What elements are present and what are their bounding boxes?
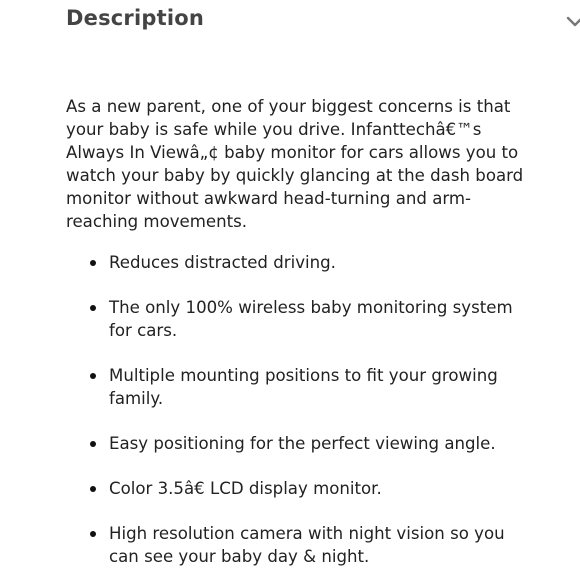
description-intro: As a new parent, one of your biggest concerns is that your baby is safe while you drive. Infanttechâ€™s Always In Viewâ„¢ baby monitor for cars allows you to watch your baby by quickly glancing at the dash board monitor without awkward head-turning and arm-reaching movements. [66, 97, 524, 231]
section-title: Description [66, 6, 205, 30]
feature-list [66, 251, 526, 580]
bullet-icon [90, 486, 96, 492]
bullet-icon [90, 305, 96, 311]
list-item-text: Multiple mounting positions to fit your growing family. [109, 366, 498, 408]
list-item-text: The only 100% wireless baby monitoring system for cars. [109, 298, 513, 340]
list-item-text: High resolution camera with night vision so you can see your baby day & night. [109, 524, 505, 566]
list-item-text: Reduces distracted driving. [109, 253, 336, 272]
list-item-text: Easy positioning for the perfect viewing angle. [109, 434, 496, 453]
chevron-down-icon[interactable] [566, 16, 580, 28]
list-item-text: Color 3.5â€ LCD display monitor. [109, 479, 382, 498]
description-header[interactable] [66, 6, 520, 36]
bullet-icon [90, 373, 96, 379]
list-item [66, 251, 526, 274]
list-item [66, 522, 526, 568]
list-item [66, 477, 526, 500]
bullet-icon [90, 260, 96, 266]
bullet-icon [90, 531, 96, 537]
bullet-icon [90, 441, 96, 447]
list-item [66, 432, 526, 455]
list-item [66, 364, 526, 410]
list-item [66, 296, 526, 342]
